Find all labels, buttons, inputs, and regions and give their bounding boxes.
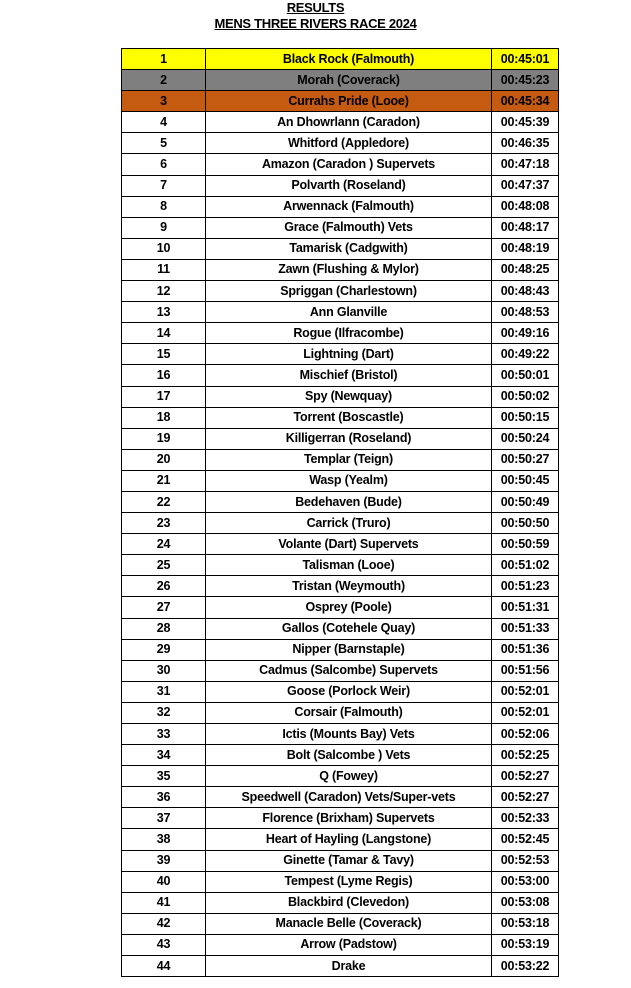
position-cell: 5 <box>122 133 206 154</box>
time-cell: 00:53:18 <box>492 913 559 934</box>
position-cell: 28 <box>122 618 206 639</box>
position-cell: 12 <box>122 281 206 302</box>
position-cell: 41 <box>122 892 206 913</box>
boat-cell: Black Rock (Falmouth) <box>206 49 492 70</box>
table-row <box>122 766 559 787</box>
position-cell: 33 <box>122 724 206 745</box>
boat-cell: Tamarisk (Cadgwith) <box>206 238 492 259</box>
table-row <box>122 618 559 639</box>
boat-cell: Templar (Teign) <box>206 449 492 470</box>
boat-cell: Osprey (Poole) <box>206 597 492 618</box>
time-cell: 00:52:45 <box>492 829 559 850</box>
time-cell: 00:50:01 <box>492 365 559 386</box>
results-table <box>121 48 559 977</box>
time-cell: 00:45:01 <box>492 49 559 70</box>
position-cell: 34 <box>122 745 206 766</box>
time-cell: 00:50:24 <box>492 428 559 449</box>
table-row <box>122 787 559 808</box>
boat-cell: Arrow (Padstow) <box>206 934 492 955</box>
position-cell: 31 <box>122 681 206 702</box>
boat-cell: An Dhowrlann (Caradon) <box>206 112 492 133</box>
table-row <box>122 70 559 91</box>
table-row <box>122 913 559 934</box>
position-cell: 17 <box>122 386 206 407</box>
position-cell: 26 <box>122 576 206 597</box>
position-cell: 21 <box>122 470 206 491</box>
time-cell: 00:48:17 <box>492 217 559 238</box>
table-row <box>122 428 559 449</box>
boat-cell: Tristan (Weymouth) <box>206 576 492 597</box>
boat-cell: Polvarth (Roseland) <box>206 175 492 196</box>
table-row <box>122 534 559 555</box>
boat-cell: Wasp (Yealm) <box>206 470 492 491</box>
time-cell: 00:46:35 <box>492 133 559 154</box>
position-cell: 24 <box>122 534 206 555</box>
table-row <box>122 386 559 407</box>
time-cell: 00:48:25 <box>492 259 559 280</box>
time-cell: 00:49:22 <box>492 344 559 365</box>
position-cell: 3 <box>122 91 206 112</box>
time-cell: 00:51:23 <box>492 576 559 597</box>
boat-cell: Talisman (Looe) <box>206 555 492 576</box>
table-row <box>122 133 559 154</box>
position-cell: 43 <box>122 934 206 955</box>
table-row <box>122 302 559 323</box>
table-row <box>122 934 559 955</box>
boat-cell: Speedwell (Caradon) Vets/Super-vets <box>206 787 492 808</box>
table-row <box>122 344 559 365</box>
table-row <box>122 702 559 723</box>
boat-cell: Ginette (Tamar & Tavy) <box>206 850 492 871</box>
table-row <box>122 491 559 512</box>
table-row <box>122 259 559 280</box>
boat-cell: Ictis (Mounts Bay) Vets <box>206 724 492 745</box>
table-row <box>122 49 559 70</box>
position-cell: 39 <box>122 850 206 871</box>
table-row <box>122 745 559 766</box>
position-cell: 38 <box>122 829 206 850</box>
position-cell: 13 <box>122 302 206 323</box>
table-row <box>122 449 559 470</box>
table-row <box>122 808 559 829</box>
table-row <box>122 956 559 977</box>
position-cell: 18 <box>122 407 206 428</box>
time-cell: 00:53:22 <box>492 956 559 977</box>
position-cell: 42 <box>122 913 206 934</box>
position-cell: 19 <box>122 428 206 449</box>
position-cell: 40 <box>122 871 206 892</box>
time-cell: 00:51:33 <box>492 618 559 639</box>
time-cell: 00:52:27 <box>492 787 559 808</box>
table-row <box>122 513 559 534</box>
position-cell: 32 <box>122 702 206 723</box>
table-row <box>122 597 559 618</box>
position-cell: 15 <box>122 344 206 365</box>
table-row <box>122 91 559 112</box>
boat-cell: Q (Fowey) <box>206 766 492 787</box>
boat-cell: Tempest (Lyme Regis) <box>206 871 492 892</box>
boat-cell: Bedehaven (Bude) <box>206 491 492 512</box>
boat-cell: Currahs Pride (Looe) <box>206 91 492 112</box>
time-cell: 00:45:23 <box>492 70 559 91</box>
position-cell: 35 <box>122 766 206 787</box>
table-row <box>122 365 559 386</box>
position-cell: 30 <box>122 660 206 681</box>
boat-cell: Gallos (Cotehele Quay) <box>206 618 492 639</box>
boat-cell: Nipper (Barnstaple) <box>206 639 492 660</box>
table-row <box>122 112 559 133</box>
boat-cell: Blackbird (Clevedon) <box>206 892 492 913</box>
position-cell: 23 <box>122 513 206 534</box>
boat-cell: Grace (Falmouth) Vets <box>206 217 492 238</box>
time-cell: 00:50:15 <box>492 407 559 428</box>
position-cell: 4 <box>122 112 206 133</box>
time-cell: 00:48:43 <box>492 281 559 302</box>
time-cell: 00:50:50 <box>492 513 559 534</box>
table-row <box>122 281 559 302</box>
position-cell: 2 <box>122 70 206 91</box>
boat-cell: Arwennack (Falmouth) <box>206 196 492 217</box>
boat-cell: Heart of Hayling (Langstone) <box>206 829 492 850</box>
time-cell: 00:53:19 <box>492 934 559 955</box>
table-row <box>122 829 559 850</box>
table-row <box>122 724 559 745</box>
position-cell: 36 <box>122 787 206 808</box>
time-cell: 00:48:19 <box>492 238 559 259</box>
boat-cell: Cadmus (Salcombe) Supervets <box>206 660 492 681</box>
time-cell: 00:52:27 <box>492 766 559 787</box>
table-row <box>122 892 559 913</box>
position-cell: 22 <box>122 491 206 512</box>
table-row <box>122 850 559 871</box>
table-row <box>122 154 559 175</box>
boat-cell: Amazon (Caradon ) Supervets <box>206 154 492 175</box>
page-subtitle: MENS THREE RIVERS RACE 2024 <box>214 16 417 31</box>
boat-cell: Spy (Newquay) <box>206 386 492 407</box>
time-cell: 00:52:01 <box>492 681 559 702</box>
boat-cell: Bolt (Salcombe ) Vets <box>206 745 492 766</box>
position-cell: 29 <box>122 639 206 660</box>
position-cell: 1 <box>122 49 206 70</box>
time-cell: 00:51:56 <box>492 660 559 681</box>
time-cell: 00:47:18 <box>492 154 559 175</box>
table-row <box>122 217 559 238</box>
time-cell: 00:53:00 <box>492 871 559 892</box>
boat-cell: Manacle Belle (Coverack) <box>206 913 492 934</box>
time-cell: 00:45:34 <box>492 91 559 112</box>
time-cell: 00:50:59 <box>492 534 559 555</box>
time-cell: 00:52:06 <box>492 724 559 745</box>
table-row <box>122 639 559 660</box>
time-cell: 00:50:49 <box>492 491 559 512</box>
time-cell: 00:45:39 <box>492 112 559 133</box>
boat-cell: Killigerran (Roseland) <box>206 428 492 449</box>
table-row <box>122 407 559 428</box>
position-cell: 8 <box>122 196 206 217</box>
boat-cell: Morah (Coverack) <box>206 70 492 91</box>
position-cell: 37 <box>122 808 206 829</box>
time-cell: 00:48:53 <box>492 302 559 323</box>
time-cell: 00:53:08 <box>492 892 559 913</box>
table-row <box>122 660 559 681</box>
boat-cell: Zawn (Flushing & Mylor) <box>206 259 492 280</box>
position-cell: 9 <box>122 217 206 238</box>
boat-cell: Goose (Porlock Weir) <box>206 681 492 702</box>
position-cell: 6 <box>122 154 206 175</box>
time-cell: 00:52:01 <box>492 702 559 723</box>
time-cell: 00:49:16 <box>492 323 559 344</box>
table-row <box>122 681 559 702</box>
time-cell: 00:52:33 <box>492 808 559 829</box>
boat-cell: Lightning (Dart) <box>206 344 492 365</box>
time-cell: 00:51:31 <box>492 597 559 618</box>
position-cell: 44 <box>122 956 206 977</box>
boat-cell: Spriggan (Charlestown) <box>206 281 492 302</box>
position-cell: 7 <box>122 175 206 196</box>
position-cell: 25 <box>122 555 206 576</box>
position-cell: 16 <box>122 365 206 386</box>
table-row <box>122 196 559 217</box>
position-cell: 27 <box>122 597 206 618</box>
boat-cell: Corsair (Falmouth) <box>206 702 492 723</box>
time-cell: 00:48:08 <box>492 196 559 217</box>
boat-cell: Drake <box>206 956 492 977</box>
position-cell: 14 <box>122 323 206 344</box>
page-title: RESULTS <box>286 0 345 15</box>
time-cell: 00:52:25 <box>492 745 559 766</box>
time-cell: 00:52:53 <box>492 850 559 871</box>
position-cell: 10 <box>122 238 206 259</box>
time-cell: 00:47:37 <box>492 175 559 196</box>
table-row <box>122 555 559 576</box>
table-row <box>122 470 559 491</box>
position-cell: 20 <box>122 449 206 470</box>
time-cell: 00:50:02 <box>492 386 559 407</box>
time-cell: 00:51:36 <box>492 639 559 660</box>
time-cell: 00:51:02 <box>492 555 559 576</box>
boat-cell: Ann Glanville <box>206 302 492 323</box>
table-row <box>122 323 559 344</box>
table-row <box>122 871 559 892</box>
boat-cell: Rogue (Ilfracombe) <box>206 323 492 344</box>
table-row <box>122 576 559 597</box>
results-table-body <box>122 49 559 977</box>
table-row <box>122 238 559 259</box>
position-cell: 11 <box>122 259 206 280</box>
boat-cell: Carrick (Truro) <box>206 513 492 534</box>
boat-cell: Torrent (Boscastle) <box>206 407 492 428</box>
table-row <box>122 175 559 196</box>
boat-cell: Mischief (Bristol) <box>206 365 492 386</box>
time-cell: 00:50:45 <box>492 470 559 491</box>
boat-cell: Florence (Brixham) Supervets <box>206 808 492 829</box>
boat-cell: Whitford (Appledore) <box>206 133 492 154</box>
time-cell: 00:50:27 <box>492 449 559 470</box>
boat-cell: Volante (Dart) Supervets <box>206 534 492 555</box>
